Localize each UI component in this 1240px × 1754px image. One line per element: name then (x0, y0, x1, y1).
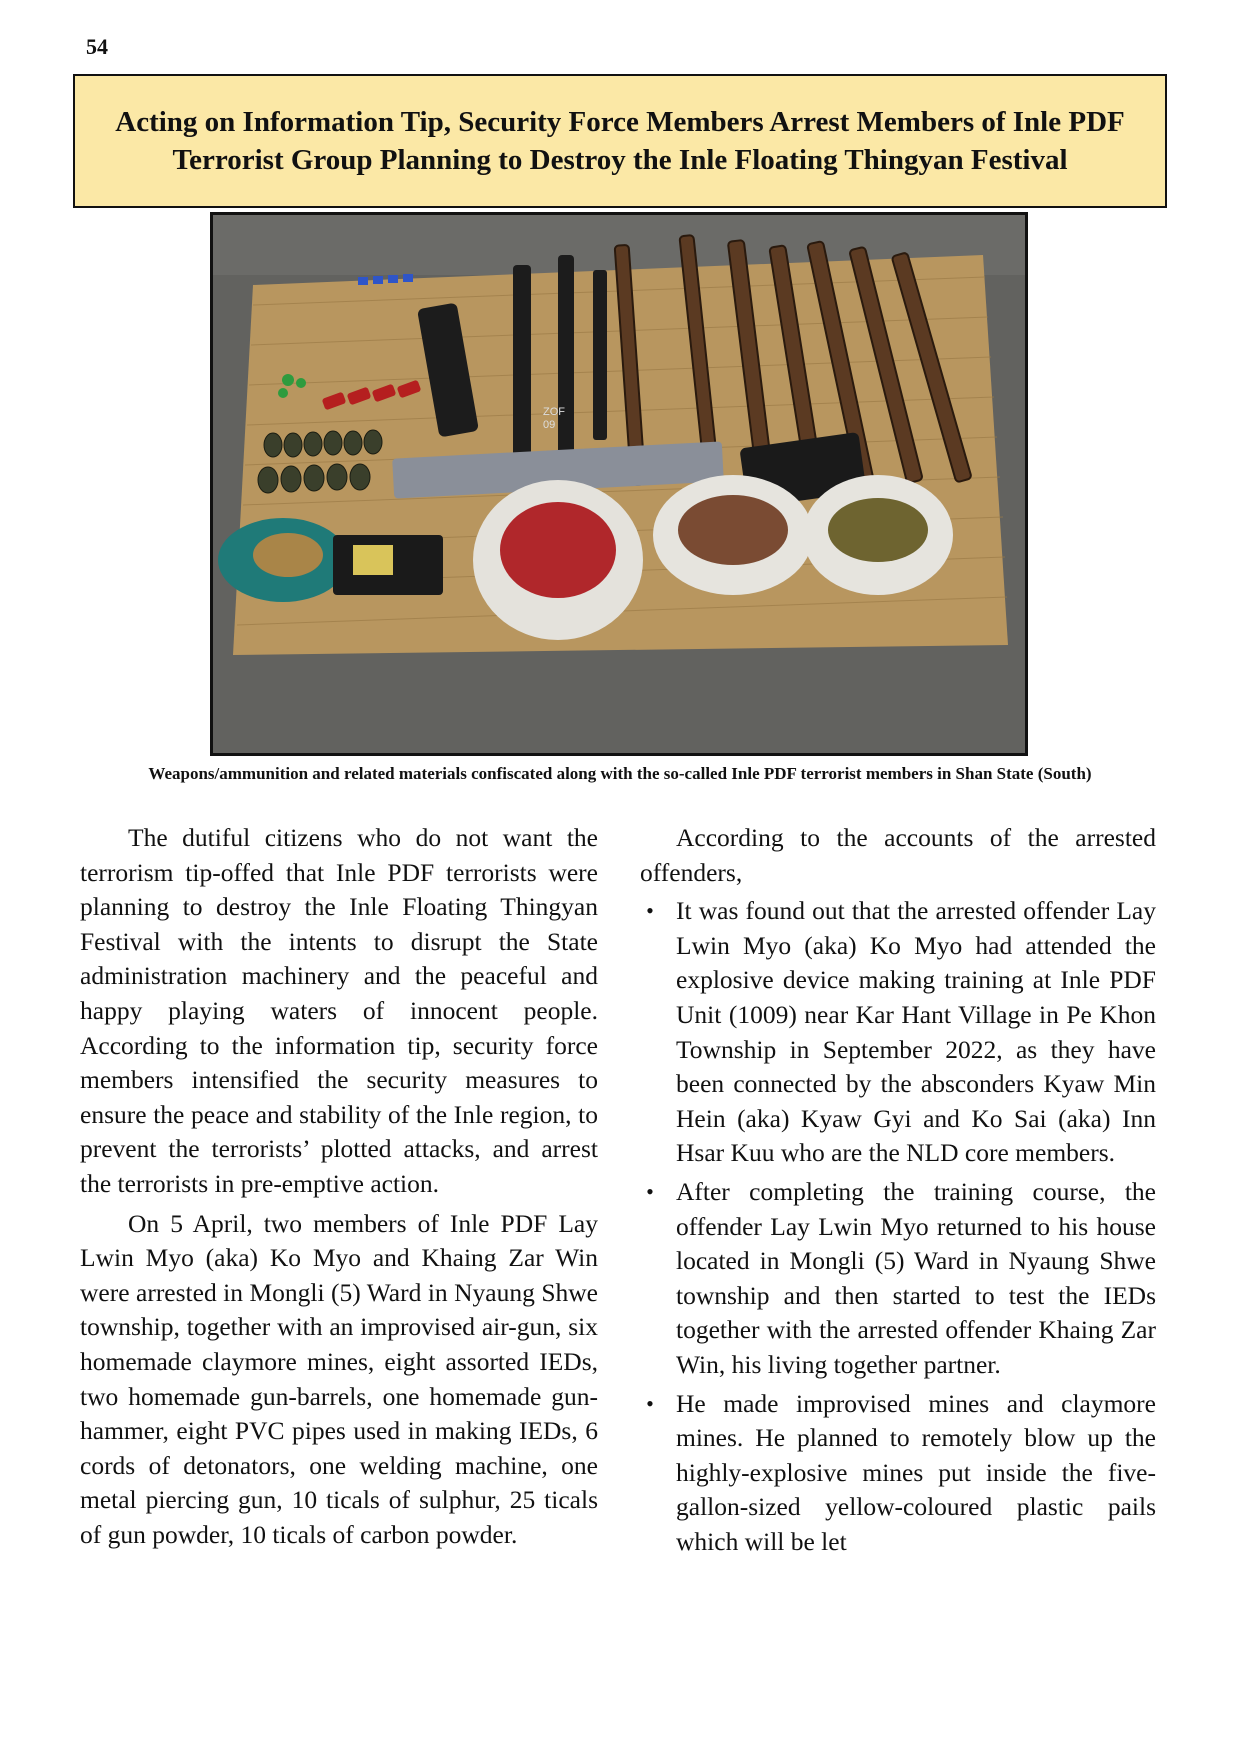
right-column (640, 821, 1156, 1563)
list-item (640, 1387, 1156, 1560)
left-paragraph-2: On 5 April, two members of Inle PDF Lay Lwin Myo (aka) Ko Myo and Khaing Zar Win were arrested in Mongli (5) Ward in Nyaung Shwe township, together with an improvised air-gun, six homemade claymore mines, eight assorted IEDs, two homemade gun-barrels, one homemade gun-hammer, eight PVC pipes used in making IEDs, 6 cords of detonators, one welding machine, one metal piercing gun, 10 ticals of sulphur, 25 ticals of gun powder, 10 ticals of carbon powder. (80, 1208, 598, 1549)
bullet-icon: • (646, 1390, 654, 1416)
list-item-text: He made improvised mines and claymore mines. He planned to remotely blow up the highly-explosive mines put inside the five-gallon-sized yellow-coloured plastic pails which will be let (676, 1388, 1156, 1556)
headline-box (73, 74, 1167, 208)
right-lead-paragraph: According to the accounts of the arrested offenders, (640, 823, 1156, 887)
photo-illustration (213, 215, 1025, 753)
page-number: 54 (86, 34, 108, 59)
list-item-text: It was found out that the arrested offender Lay Lwin Myo (aka) Ko Myo had attended the explosive device making training at Inle PDF Unit (1009) near Kar Hant Village in Pe Khon Township in September 2022, as they have been connected by the absconders Kyaw Min Hein (aka) Kyaw Gyi and Ko Sai (aka) Inn Hsar Kuu who are the NLD core members. (676, 896, 1156, 1168)
list-item (640, 894, 1156, 1171)
confiscated-weapons-photo (210, 212, 1028, 756)
list-item (640, 1175, 1156, 1383)
account-list (640, 894, 1156, 1559)
list-item-text: After completing the training course, the offender Lay Lwin Myo returned to his house located in Mongli (5) Ward in Nyaung Shwe township and then started to test the IEDs together with the arrested offender Khaing Zar Win, his living together partner. (676, 1176, 1156, 1379)
bullet-icon: • (646, 1178, 654, 1204)
photo-caption: Weapons/ammunition and related materials confiscated along with the so-called Inle PDF terrorist members in Shan State (South) (148, 764, 1092, 783)
left-column (80, 821, 598, 1557)
headline: Acting on Information Tip, Security Force Members Arrest Members of Inle PDF Terrorist Group Planning to Destroy the Inle Floating Thingyan Festival (115, 106, 1125, 176)
bullet-icon: • (646, 898, 654, 924)
rifle-marking-1: ZOF (543, 406, 565, 418)
rifle-marking-2: 09 (543, 419, 556, 431)
left-paragraph-1: The dutiful citizens who do not want the terrorism tip-offed that Inle PDF terrorists were planning to destroy the Inle Floating Thingyan Festival with the intents to disrupt the State administration machinery and the peaceful and happy playing waters of innocent people. According to the information tip, security force members intensified the security measures to ensure the peace and stability of the Inle region, to prevent the terrorists’ plotted attacks, and arrest the terrorists in pre-emptive action. (80, 823, 598, 1198)
